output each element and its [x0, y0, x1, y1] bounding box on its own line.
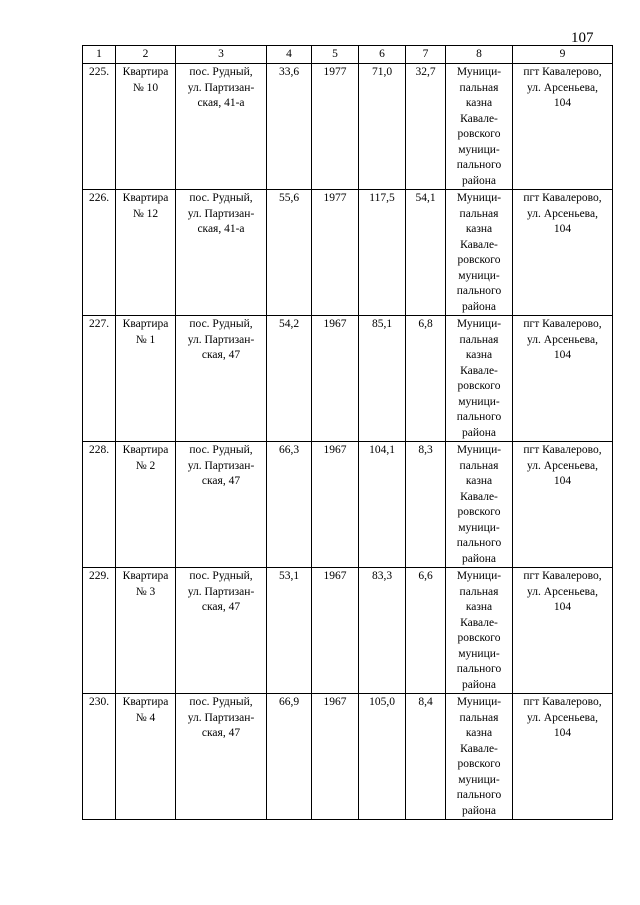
value-cell: 105,0	[359, 694, 406, 820]
row-number-cell: 230.	[83, 694, 116, 820]
row-number-cell: 229.	[83, 568, 116, 694]
property-registry-table	[82, 45, 613, 820]
table-row	[83, 694, 613, 820]
table-row	[83, 568, 613, 694]
area-cell: 33,6	[267, 64, 312, 190]
value-cell: 71,0	[359, 64, 406, 190]
holder-cell: Муници- пальная казна Кавале- ровского муници- пального района	[446, 190, 513, 316]
table-row	[83, 64, 613, 190]
table-row	[83, 190, 613, 316]
location-cell: пгт Кавалерово, ул. Арсеньева, 104	[513, 568, 613, 694]
location-cell: пгт Кавалерово, ул. Арсеньева, 104	[513, 190, 613, 316]
year-cell: 1977	[312, 64, 359, 190]
column-header: 7	[406, 46, 446, 64]
year-cell: 1967	[312, 316, 359, 442]
address-cell: пос. Рудный, ул. Партизан- ская, 47	[176, 442, 267, 568]
wear-cell: 8,4	[406, 694, 446, 820]
year-cell: 1967	[312, 694, 359, 820]
holder-cell: Муници- пальная казна Кавале- ровского муници- пального района	[446, 568, 513, 694]
holder-cell: Муници- пальная казна Кавале- ровского муници- пального района	[446, 316, 513, 442]
value-cell: 85,1	[359, 316, 406, 442]
address-cell: пос. Рудный, ул. Партизан- ская, 47	[176, 568, 267, 694]
wear-cell: 32,7	[406, 64, 446, 190]
value-cell: 83,3	[359, 568, 406, 694]
holder-cell: Муници- пальная казна Кавале- ровского муници- пального района	[446, 442, 513, 568]
location-cell: пгт Кавалерово, ул. Арсеньева, 104	[513, 64, 613, 190]
table-row	[83, 316, 613, 442]
column-header: 1	[83, 46, 116, 64]
year-cell: 1967	[312, 442, 359, 568]
row-number-cell: 225.	[83, 64, 116, 190]
column-header: 4	[267, 46, 312, 64]
object-name-cell: Квартира № 4	[116, 694, 176, 820]
year-cell: 1967	[312, 568, 359, 694]
row-number-cell: 228.	[83, 442, 116, 568]
object-name-cell: Квартира № 12	[116, 190, 176, 316]
page-number: 107	[571, 30, 594, 46]
area-cell: 66,3	[267, 442, 312, 568]
address-cell: пос. Рудный, ул. Партизан- ская, 47	[176, 316, 267, 442]
holder-cell: Муници- пальная казна Кавале- ровского муници- пального района	[446, 64, 513, 190]
location-cell: пгт Кавалерово, ул. Арсеньева, 104	[513, 316, 613, 442]
wear-cell: 6,6	[406, 568, 446, 694]
column-header: 9	[513, 46, 613, 64]
address-cell: пос. Рудный, ул. Партизан- ская, 41-а	[176, 190, 267, 316]
object-name-cell: Квартира № 10	[116, 64, 176, 190]
column-header: 3	[176, 46, 267, 64]
location-cell: пгт Кавалерово, ул. Арсеньева, 104	[513, 442, 613, 568]
year-cell: 1977	[312, 190, 359, 316]
address-cell: пос. Рудный, ул. Партизан- ская, 47	[176, 694, 267, 820]
object-name-cell: Квартира № 3	[116, 568, 176, 694]
row-number-cell: 227.	[83, 316, 116, 442]
value-cell: 104,1	[359, 442, 406, 568]
area-cell: 55,6	[267, 190, 312, 316]
header-row	[83, 46, 613, 64]
column-header: 2	[116, 46, 176, 64]
row-number-cell: 226.	[83, 190, 116, 316]
area-cell: 53,1	[267, 568, 312, 694]
wear-cell: 6,8	[406, 316, 446, 442]
object-name-cell: Квартира № 1	[116, 316, 176, 442]
value-cell: 117,5	[359, 190, 406, 316]
address-cell: пос. Рудный, ул. Партизан- ская, 41-а	[176, 64, 267, 190]
holder-cell: Муници- пальная казна Кавале- ровского муници- пального района	[446, 694, 513, 820]
location-cell: пгт Кавалерово, ул. Арсеньева, 104	[513, 694, 613, 820]
column-header: 5	[312, 46, 359, 64]
column-header: 6	[359, 46, 406, 64]
object-name-cell: Квартира № 2	[116, 442, 176, 568]
wear-cell: 8,3	[406, 442, 446, 568]
area-cell: 66,9	[267, 694, 312, 820]
wear-cell: 54,1	[406, 190, 446, 316]
area-cell: 54,2	[267, 316, 312, 442]
table-row	[83, 442, 613, 568]
column-header: 8	[446, 46, 513, 64]
